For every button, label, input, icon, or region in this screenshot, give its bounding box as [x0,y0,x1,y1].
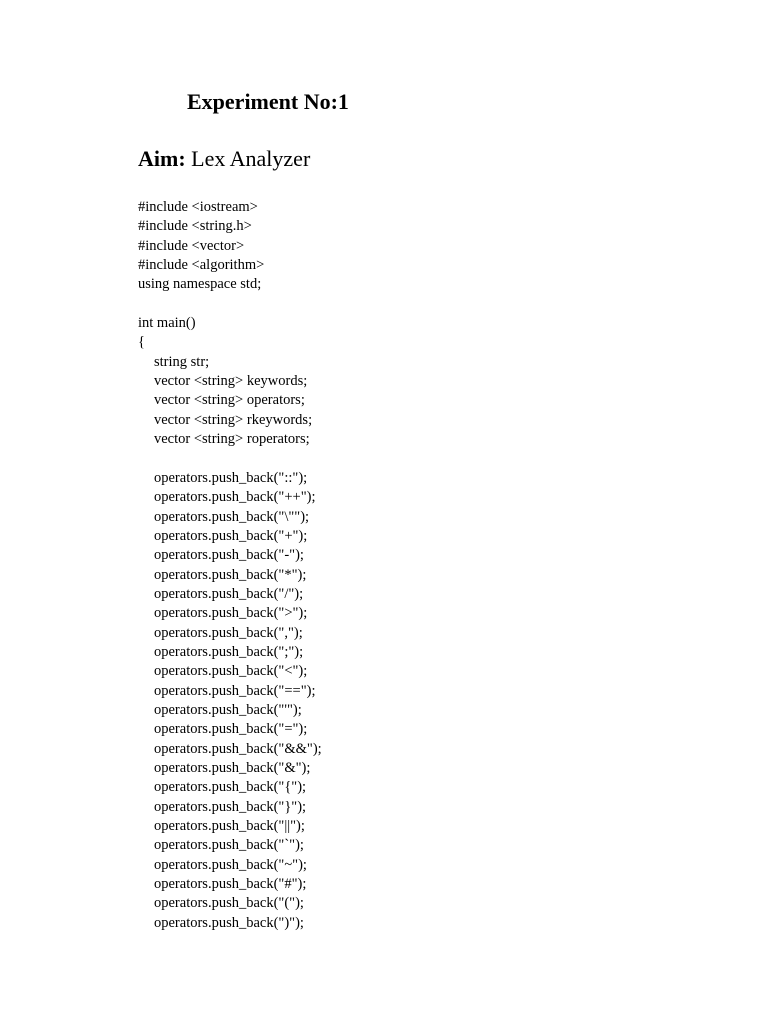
code-line: vector <string> rkeywords; [154,411,313,428]
code-line: operators.push_back("{"); [154,779,307,796]
code-line: operators.push_back("::"); [154,469,308,486]
code-line: operators.push_back("}"); [154,798,307,815]
code-line: operators.push_back(">"); [154,605,308,622]
code-line [138,295,322,314]
code-line: operators.push_back("="); [154,721,308,738]
aim-heading [138,145,310,173]
aim-text: Lex Analyzer [185,146,311,171]
experiment-title: Experiment No:1 [187,89,349,114]
code-line: operators.push_back(";"); [154,643,304,660]
code-line: operators.push_back(")"); [154,914,304,931]
code-line: operators.push_back("&&"); [154,740,322,757]
aim-label: Aim: [138,146,186,171]
code-line: #include <string.h> [138,218,252,235]
code-line: #include <iostream> [138,199,258,215]
code-line: using namespace std; [138,276,262,293]
code-line: operators.push_back("++"); [154,489,316,506]
code-line: operators.push_back("&"); [154,759,311,776]
code-line: operators.push_back("-"); [154,547,304,564]
code-line: operators.push_back(","); [154,624,303,641]
code-line: #include <vector> [138,237,245,254]
code-line: vector <string> keywords; [154,373,308,390]
code-line: #include <algorithm> [138,257,265,274]
code-line: operators.push_back("#"); [154,876,307,893]
code-line: operators.push_back("("); [154,895,304,912]
code-line [138,449,322,468]
code-line: vector <string> roperators; [154,431,310,448]
code-line: operators.push_back("\""); [154,508,310,525]
code-line: operators.push_back("+"); [154,527,308,544]
code-line: operators.push_back("||"); [154,818,305,834]
code-line: operators.push_back("=="); [154,682,316,699]
code-line: operators.push_back("'"); [154,701,302,718]
code-line: vector <string> operators; [154,392,305,409]
code-line: operators.push_back("`"); [154,837,304,854]
code-line: operators.push_back("*"); [154,566,307,583]
code-line: operators.push_back("<"); [154,663,308,680]
code-listing [138,198,322,933]
code-line: { [138,334,145,351]
code-line: int main() [138,315,196,332]
code-line: operators.push_back("~"); [154,856,307,873]
code-line: operators.push_back("/"); [154,585,304,602]
code-line: string str; [154,353,210,370]
